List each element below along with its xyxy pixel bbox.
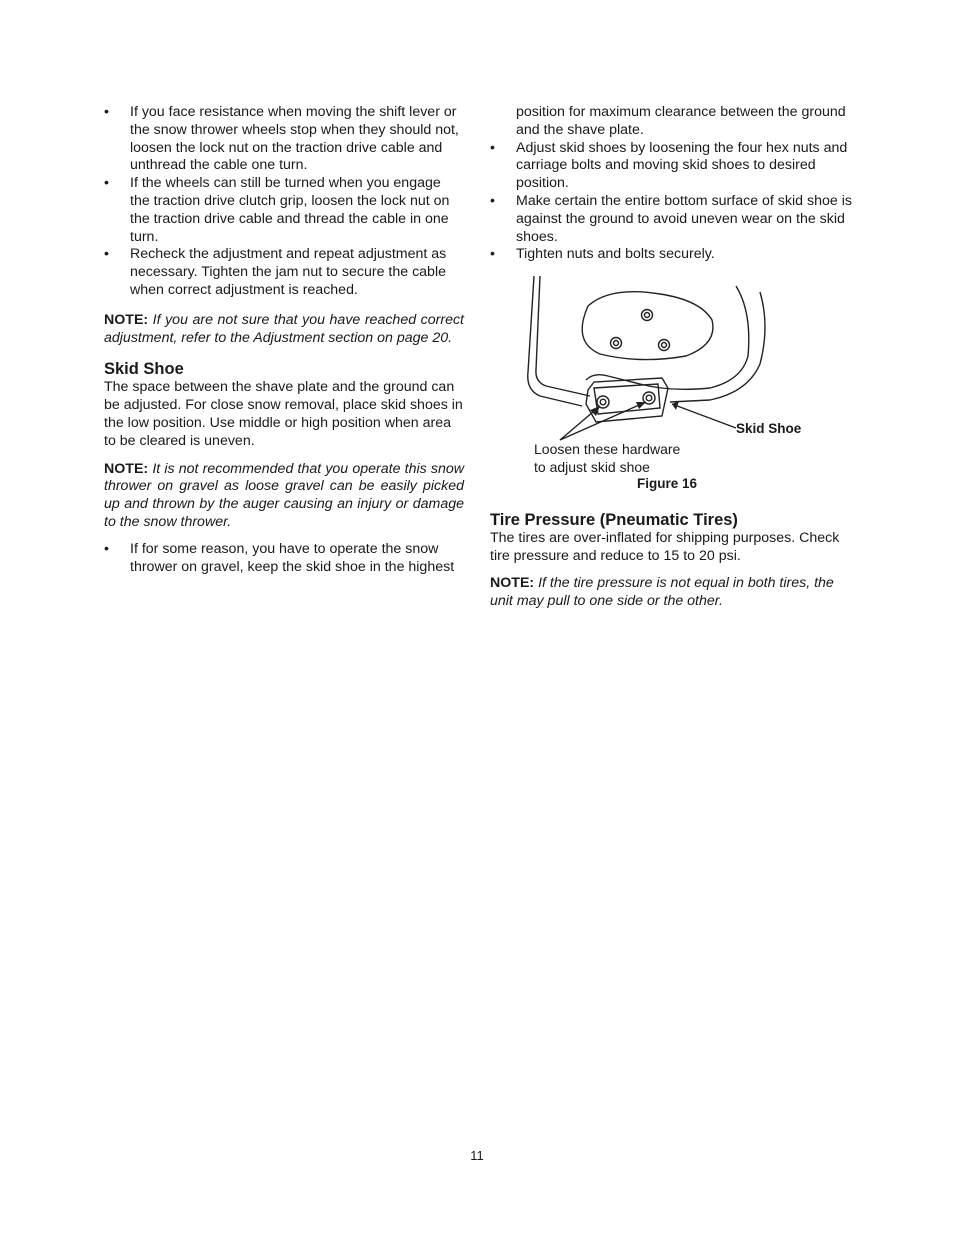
note-text: If you are not sure that you have reached correct adjustment, refer to the Adjustment section on page 20. <box>104 311 464 346</box>
right-column <box>490 104 852 610</box>
left-column <box>104 104 464 576</box>
list-item: • If you face resistance when moving the shift lever or the snow thrower wheels stop when they should not, loosen the lock nut on the traction drive cable and unthread the cable one turn. <box>104 104 464 175</box>
figure-caption: Figure 16 <box>637 476 698 492</box>
list-item: • Make certain the entire bottom surface of skid shoe is against the ground to avoid uneven wear on the skid shoes. <box>490 193 852 246</box>
page-number: 11 <box>470 1148 484 1163</box>
skid-shoe-paragraph: The space between the shave plate and the ground can be adjusted. For close snow removal, place skid shoes in the low position. Use middle or high position when area to be cleared is uneven. <box>104 379 463 449</box>
figure-16 <box>490 272 852 500</box>
note-text: It is not recommended that you operate this snow thrower on gravel as loose gravel can be easily picked up and thrown by the auger causing an injury or damage to the snow thrower. <box>104 460 465 530</box>
note-label: NOTE: <box>104 311 153 328</box>
note-adjustment <box>104 312 464 348</box>
list-item: • If the wheels can still be turned when you engage the traction drive clutch grip, loosen the lock nut on the traction drive cable and thread the cable in one turn. <box>104 175 464 246</box>
list-item: • Recheck the adjustment and repeat adjustment as necessary. Tighten the jam nut to secure the cable when correct adjustment is reached. <box>104 246 464 299</box>
label-adjust-skid-shoe: to adjust skid shoe <box>534 459 650 476</box>
traction-adjust-list <box>104 104 464 300</box>
gravel-list <box>104 541 464 577</box>
list-item: • If for some reason, you have to operate the snow thrower on gravel, keep the skid shoe in the highest <box>104 541 464 577</box>
section-heading-tire-pressure: Tire Pressure (Pneumatic Tires) <box>490 511 738 530</box>
note-text: If the tire pressure is not equal in both tires, the unit may pull to one side or the other. <box>490 574 834 609</box>
section-heading-skid-shoe: Skid Shoe <box>104 360 184 379</box>
tire-pressure-paragraph: The tires are over-inflated for shipping purposes. Check tire pressure and reduce to 15 to 20 psi. <box>490 530 840 564</box>
skid-shoe-list <box>490 104 852 264</box>
note-gravel <box>104 461 464 532</box>
note-label: NOTE: <box>104 460 153 477</box>
note-label: NOTE: <box>490 574 539 591</box>
list-item-continued: position for maximum clearance between the ground and the shave plate. <box>516 104 846 138</box>
note-tire-pressure <box>490 575 852 611</box>
list-item: • Tighten nuts and bolts securely. <box>490 246 852 264</box>
label-skid-shoe: Skid Shoe <box>736 421 802 437</box>
list-item: • Adjust skid shoes by loosening the four hex nuts and carriage bolts and moving skid shoes to desired position. <box>490 140 852 193</box>
label-loosen-hardware: Loosen these hardware <box>534 441 681 458</box>
